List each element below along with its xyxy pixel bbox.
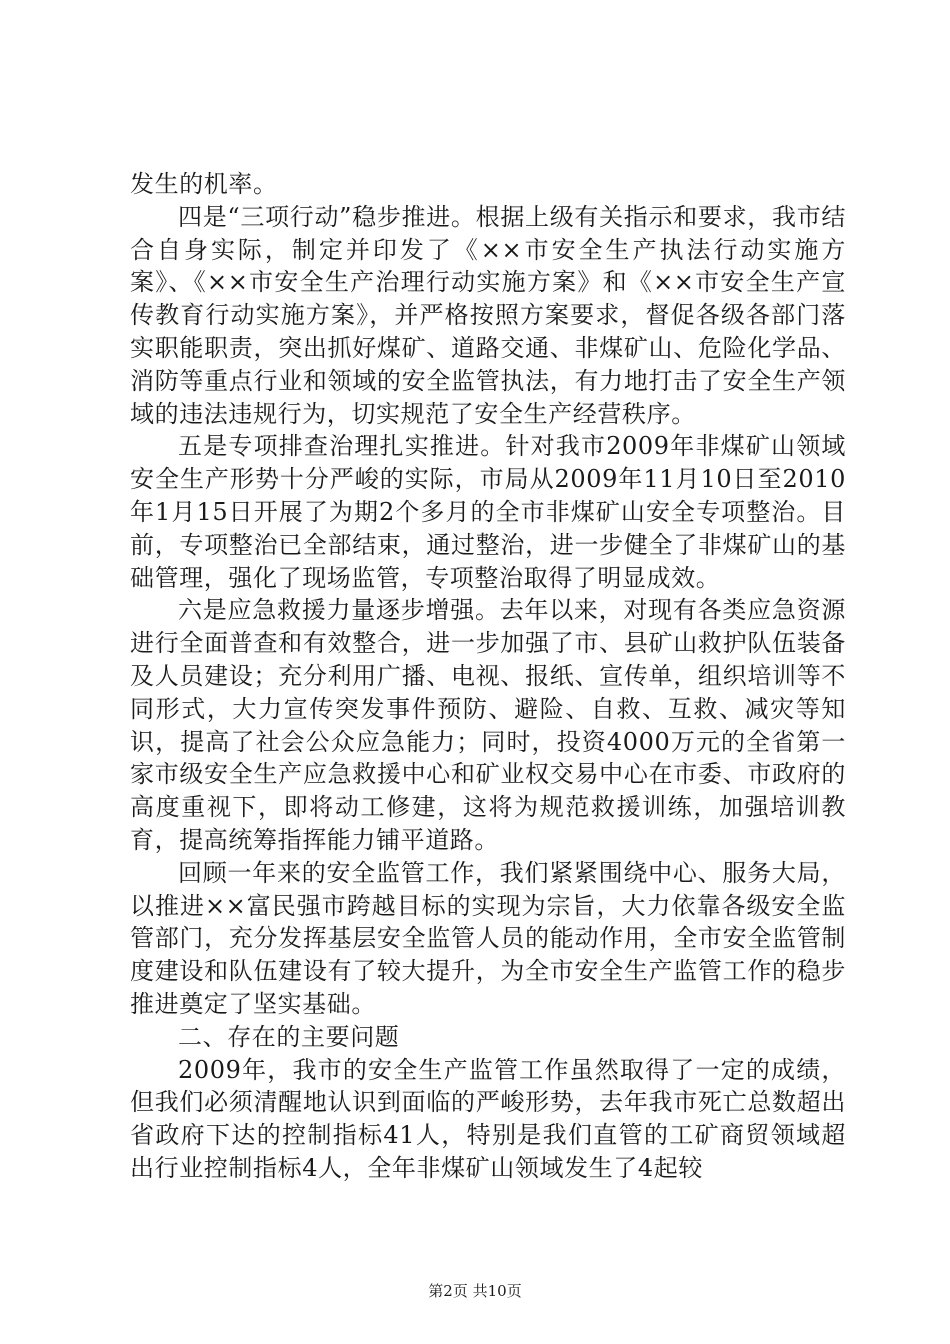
page-number-label: 第2页 共10页 [428,1282,522,1300]
paragraph-review: 回顾一年来的安全监管工作，我们紧紧围绕中心、服务大局，以推进××富民强市跨越目标的实现为宗旨，大力依靠各级安全监管部门，充分发挥基层安全监管人员的能动作用，全市安全监管制度建设和队伍建设有了较大提升，为全市安全生产监管工作的稳步推进奠定了坚实基础。 [130,858,846,1018]
section-heading-main-problems: 二、存在的主要问题 [178,1022,400,1051]
paragraph-three-actions: 四是“三项行动”稳步推进。根据上级有关指示和要求，我市结合自身实际，制定并印发了《××市安全生产执法行动实施方案》、《××市安全生产治理行动实施方案》和《××市安全生产宣传教育行动实施方案》，并严格按照方案要求，督促各级各部门落实职能职责，突出抓好煤矿、道路交通、非煤矿山、危险化学品、消防等重点行业和领域的安全监管执法，有力地打击了安全生产领域的违法违规行为，切实规范了安全生产经营秩序。 [130,202,846,428]
paragraph-special-rectification: 五是专项排查治理扎实推进。针对我市2009年非煤矿山领域安全生产形势十分严峻的实际，市局从2009年11月10日至2010年1月15日开展了为期2个多月的全市非煤矿山安全专项整治。目前，专项整治已全部结束，通过整治，进一步健全了非煤矿山的基础管理，强化了现场监管，专项整治取得了明显成效。 [130,432,846,592]
paragraph-continuation: 发生的机率。 [130,170,278,198]
document-body [130,168,846,1185]
paragraph-problems-2009: 2009年，我市的安全生产监管工作虽然取得了一定的成绩，但我们必须清醒地认识到面临的严峻形势，去年我市死亡总数超出省政府下达的控制指标41人，特别是我们直管的工矿商贸领域超出行业控制指标4人，全年非煤矿山领域发生了4起较 [130,1055,846,1182]
paragraph-emergency-rescue: 六是应急救援力量逐步增强。去年以来，对现有各类应急资源进行全面普查和有效整合，进一步加强了市、县矿山救护队伍装备及人员建设；充分利用广播、电视、报纸、宣传单，组织培训等不同形式，大力宣传突发事件预防、避险、自救、互救、减灾等知识，提高了社会公众应急能力；同时，投资4000万元的全省第一家市级安全生产应急救援中心和矿业权交易中心在市委、市政府的高度重视下，即将动工修建，这将为规范救援训练，加强培训教育，提高统筹指挥能力铺平道路。 [130,596,846,854]
page-footer [0,1280,950,1301]
